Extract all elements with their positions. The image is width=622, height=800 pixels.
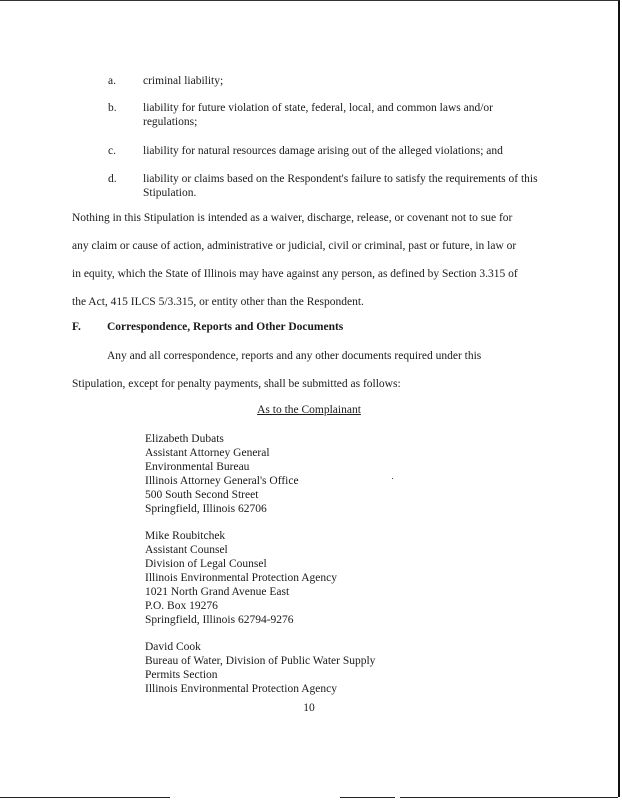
list-marker: d.: [108, 173, 117, 185]
address-line: Illinois Environmental Protection Agency: [145, 572, 337, 584]
paragraph-line: Any and all correspondence, reports and any other documents required under this: [107, 350, 482, 362]
address-line: Illinois Environmental Protection Agency: [145, 683, 337, 695]
paragraph-line: Nothing in this Stipulation is intended as a waiver, discharge, release, or covenant not to sue for: [72, 212, 513, 224]
address-line: P.O. Box 19276: [145, 600, 218, 612]
list-marker: a.: [108, 75, 116, 87]
paragraph-line: in equity, which the State of Illinois may have against any person, as defined by Section 3.315 of: [72, 268, 518, 280]
address-line: Mike Roubitchek: [145, 530, 226, 542]
page-number: 10: [303, 702, 315, 714]
list-marker: c.: [108, 145, 116, 157]
paragraph-line: the Act, 415 ILCS 5/3.315, or entity other than the Respondent.: [72, 296, 364, 308]
address-line: Springfield, Illinois 62794-9276: [145, 614, 294, 626]
list-marker: b.: [108, 102, 117, 114]
address-line: Permits Section: [145, 669, 218, 681]
address-line: Division of Legal Counsel: [145, 558, 267, 570]
scan-rule: [400, 797, 618, 798]
address-line: David Cook: [145, 641, 201, 653]
address-block: [145, 432, 299, 516]
scan-rule: [340, 797, 395, 798]
address-line: Elizabeth Dubats: [145, 433, 224, 445]
scan-rule: [0, 797, 170, 798]
address-line: Assistant Counsel: [145, 544, 228, 556]
list-item-text: liability for natural resources damage arising out of the alleged violations; and: [143, 145, 503, 157]
list-item-text: liability or claims based on the Respondent's failure to satisfy the requirements of this Stipulation.: [143, 173, 538, 199]
address-line: Springfield, Illinois 62706: [145, 503, 267, 515]
scan-speck: [392, 478, 393, 479]
paragraph-line: any claim or cause of action, administrative or judicial, civil or criminal, past or future, in law or: [72, 240, 517, 252]
address-line: Bureau of Water, Division of Public Water Supply: [145, 655, 376, 667]
address-block: [145, 529, 337, 627]
list-item-text: liability for future violation of state, federal, local, and common laws and/or regulations;: [143, 102, 494, 128]
address-line: Illinois Attorney General's Office: [145, 475, 299, 487]
address-line: 1021 North Grand Avenue East: [145, 586, 290, 598]
address-block: [145, 640, 375, 696]
list-item-text: criminal liability;: [143, 75, 224, 87]
complainant-heading: As to the Complainant: [257, 404, 361, 416]
address-line: Environmental Bureau: [145, 461, 250, 473]
address-line: 500 South Second Street: [145, 489, 259, 501]
section-title: Correspondence, Reports and Other Documents: [107, 321, 344, 333]
address-line: Assistant Attorney General: [145, 447, 270, 459]
section-letter: F.: [72, 321, 81, 333]
paragraph-line: Stipulation, except for penalty payments, shall be submitted as follows:: [72, 378, 401, 390]
